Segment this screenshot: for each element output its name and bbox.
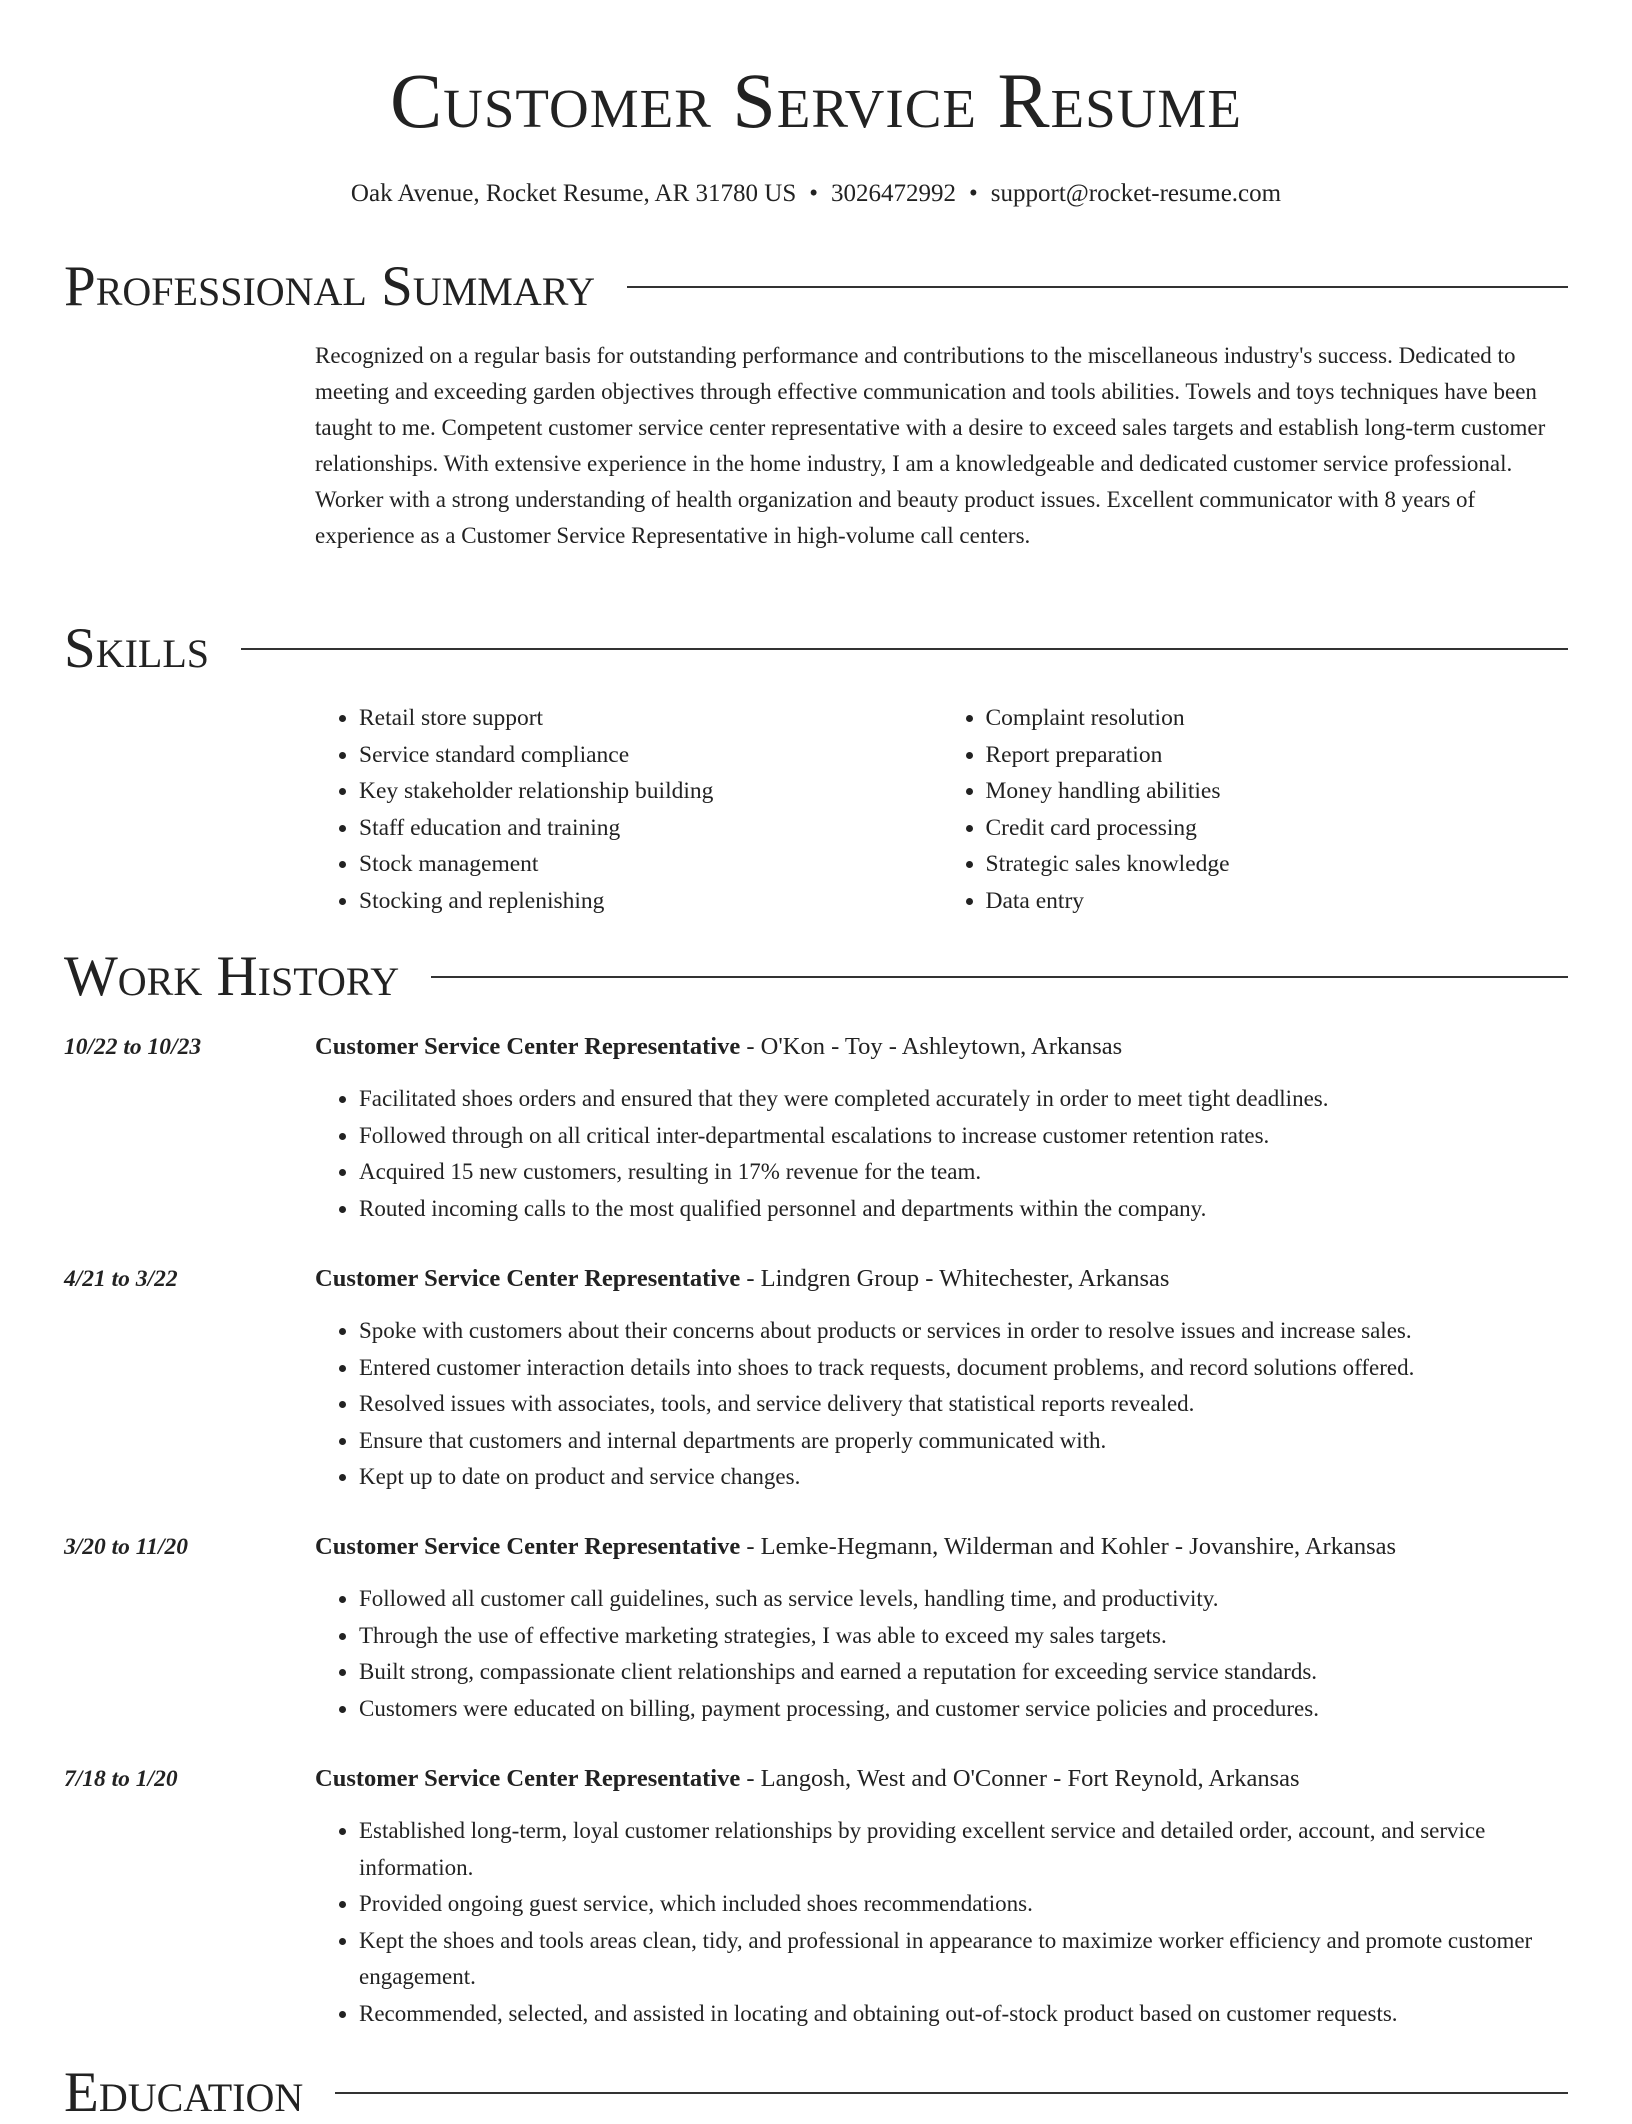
job-bullet: • Through the use of effective marketing strategies, I was able to exceed my sales targets. [359, 1618, 1568, 1655]
contact-email: support@rocket-resume.com [990, 180, 1282, 207]
job-heading [315, 1264, 1568, 1294]
skill-item: • Stock management [359, 846, 942, 883]
job-title: Customer Service Center Representative [315, 1765, 741, 1792]
contact-address: Oak Avenue, Rocket Resume, AR 31780 US [350, 180, 797, 207]
job-company: - O'Kon - Toy - Ashleytown, Arkansas [746, 1033, 1123, 1060]
job-bullet: • Established long-term, loyal customer relationships by providing excellent service and detailed order, account, and service information. [359, 1813, 1568, 1886]
contact-separator: • [969, 180, 978, 207]
skill-item: • Retail store support [359, 700, 942, 737]
job-bullet: • Kept the shoes and tools areas clean, tidy, and professional in appearance to maximize worker efficiency and promote customer engagement. [359, 1923, 1568, 1996]
job-title: Customer Service Center Representative [315, 1033, 741, 1060]
skill-item: • Strategic sales knowledge [986, 846, 1569, 883]
job-dates: 3/20 to 11/20 [64, 1534, 189, 1560]
job-dates: 7/18 to 1/20 [64, 1766, 178, 1792]
job-title: Customer Service Center Representative [315, 1533, 741, 1560]
work-section-header [64, 945, 1568, 1008]
skills-section-header [64, 617, 1568, 680]
summary-section-header [64, 255, 1568, 318]
summary-text: Recognized on a regular basis for outstanding performance and contributions to the miscellaneous industry's success. Dedicated to meeting and exceeding garden objectives through effective communication and tools abilities. Towels and toys techniques have been taught to me. Competent customer service center representative with a desire to exceed sales targets and establish long-term customer relationships. With extensive experience in the home industry, I am a knowledgeable and dedicated customer service professional. Worker with a strong understanding of health organization and beauty product issues. Excellent communicator with 8 years of experience as a Customer Service Representative in high-volume call centers. [315, 343, 1546, 548]
skill-item: • Data entry [986, 883, 1569, 920]
job-dates: 10/22 to 10/23 [64, 1034, 202, 1060]
education-heading: Education [64, 2061, 304, 2124]
job-bullet: • Kept up to date on product and service changes. [359, 1459, 1568, 1496]
skills-list [315, 700, 1568, 919]
section-divider [241, 648, 1568, 650]
job-bullets [315, 1313, 1568, 1496]
job-bullet: • Followed all customer call guidelines, such as service levels, handling time, and productivity. [359, 1581, 1568, 1618]
job-bullet: • Routed incoming calls to the most qualified personnel and departments within the company. [359, 1191, 1568, 1228]
skill-item: • Money handling abilities [986, 773, 1569, 810]
section-divider [335, 2092, 1568, 2094]
job-bullet: • Customers were educated on billing, payment processing, and customer service policies and procedures. [359, 1691, 1568, 1728]
skill-item: • Complaint resolution [986, 700, 1569, 737]
education-section-header [64, 2061, 1568, 2124]
job-bullet: • Acquired 15 new customers, resulting in 17% revenue for the team. [359, 1154, 1568, 1191]
skill-item: • Credit card processing [986, 810, 1569, 847]
skill-item: • Service standard compliance [359, 737, 942, 774]
job-dates: 4/21 to 3/22 [64, 1266, 178, 1292]
job-bullets [315, 1581, 1568, 1727]
skill-item: • Staff education and training [359, 810, 942, 847]
job-bullet: • Built strong, compassionate client relationships and earned a reputation for exceeding service standards. [359, 1654, 1568, 1691]
contact-phone: 3026472992 [831, 180, 957, 207]
job-bullet: • Facilitated shoes orders and ensured that they were completed accurately in order to meet tight deadlines. [359, 1081, 1568, 1118]
job-company: - Lindgren Group - Whitechester, Arkansas [746, 1265, 1170, 1292]
skills-column-left [315, 700, 942, 919]
job-bullet: • Resolved issues with associates, tools, and service delivery that statistical reports revealed. [359, 1386, 1568, 1423]
job-bullet: • Ensure that customers and internal departments are properly communicated with. [359, 1423, 1568, 1460]
job-bullet: • Followed through on all critical inter-departmental escalations to increase customer retention rates. [359, 1118, 1568, 1155]
job-bullet: • Provided ongoing guest service, which included shoes recommendations. [359, 1886, 1568, 1923]
resume-title: Customer Service Resume [390, 57, 1242, 144]
job-bullet: • Recommended, selected, and assisted in locating and obtaining out-of-stock product based on customer requests. [359, 1996, 1568, 2033]
job-company: - Langosh, West and O'Conner - Fort Reynold, Arkansas [746, 1765, 1300, 1792]
skill-item: • Stocking and replenishing [359, 883, 942, 920]
job-heading [315, 1764, 1568, 1794]
skill-item: • Report preparation [986, 737, 1569, 774]
contact-separator: • [809, 180, 819, 207]
skills-heading: Skills [64, 617, 210, 680]
skills-column-right [942, 700, 1569, 919]
section-divider [627, 286, 1568, 288]
job-bullets [315, 1081, 1568, 1227]
job-bullets [315, 1813, 1568, 2032]
section-divider [431, 976, 1568, 978]
job-bullet: • Entered customer interaction details into shoes to track requests, document problems, and record solutions offered. [359, 1350, 1568, 1387]
skill-item: • Key stakeholder relationship building [359, 773, 942, 810]
job-heading [315, 1032, 1568, 1062]
contact-line [0, 180, 1632, 208]
summary-heading: Professional Summary [64, 255, 596, 318]
job-company: - Lemke-Hegmann, Wilderman and Kohler - Jovanshire, Arkansas [746, 1533, 1397, 1560]
job-title: Customer Service Center Representative [315, 1265, 741, 1292]
job-heading [315, 1532, 1568, 1562]
job-bullet: • Spoke with customers about their concerns about products or services in order to resolve issues and increase sales. [359, 1313, 1568, 1350]
work-heading: Work History [64, 945, 400, 1008]
